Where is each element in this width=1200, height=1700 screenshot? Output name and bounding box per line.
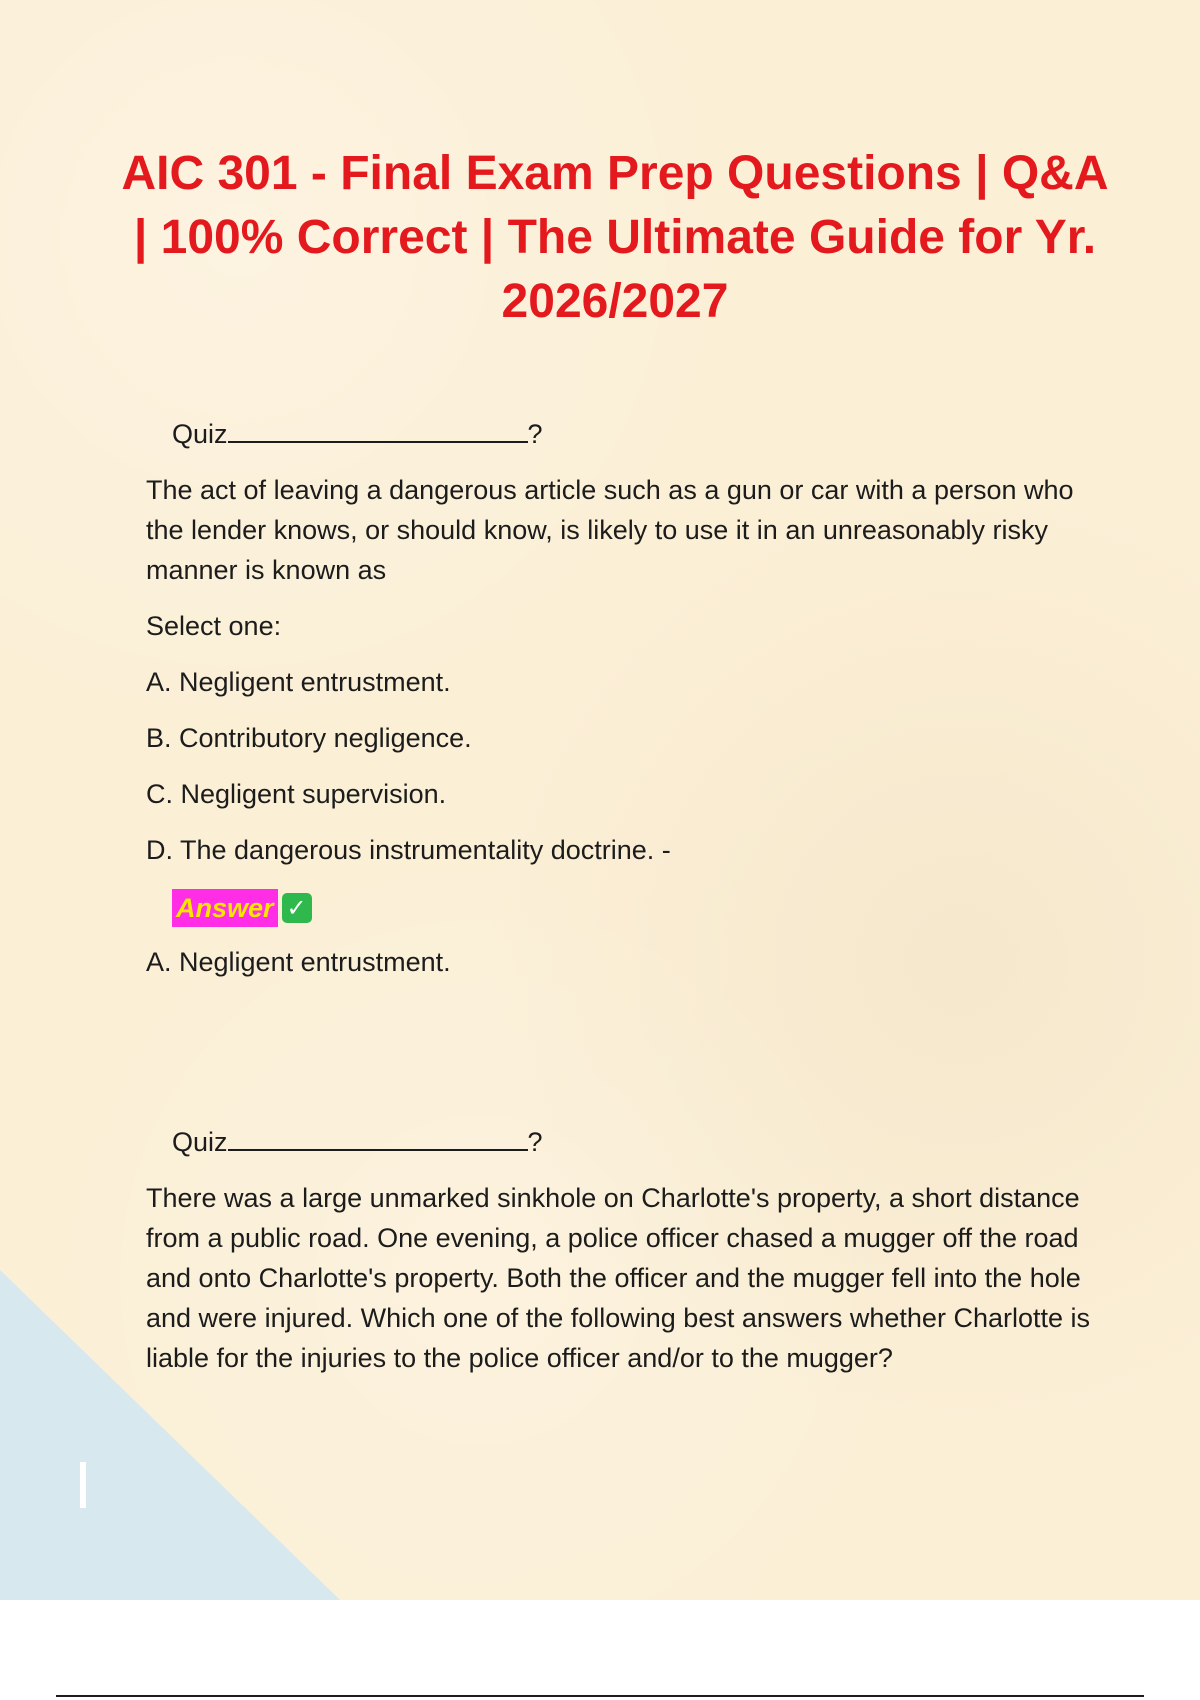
quiz-blank [228,1123,528,1151]
option-c: C. Negligent supervision. [146,779,447,809]
select-prompt: Select one: [146,611,282,641]
quiz-label: Quiz [172,419,228,449]
footer-rule [56,1695,1144,1697]
question-block-2 [146,1122,1096,1394]
quiz-blank [228,415,528,443]
quiz-line [172,414,1096,454]
quiz-question-mark: ? [527,419,543,449]
decorative-corner-mark [80,1462,86,1508]
option-a: A. Negligent entrustment. [146,667,451,697]
question-text: The act of leaving a dangerous article such as a gun or car with a person who the lender knows, or should know, is likely to use it in an unreasonably risky manner is known as [146,475,1074,585]
answer-row [172,886,1096,930]
question-block-1 [146,414,1096,998]
answer-text: A. Negligent entrustment. [146,947,451,977]
answer-label: Answer [172,889,278,927]
question-text: There was a large unmarked sinkhole on Charlotte's property, a short distance from a public road. One evening, a police officer chased a mugger off the road and onto Charlotte's property. Both the officer and the mugger fell into the hole and were injured. Which one of the following best answers whether Charlotte is liable for the injuries to the police officer and/or to the mugger? [146,1183,1090,1373]
quiz-line [172,1122,1096,1162]
option-b: B. Contributory negligence. [146,723,472,753]
document-title: AIC 301 - Final Exam Prep Questions | Q&A | 100% Correct | The Ultimate Guide for Yr. 2026/2027 [121,147,1109,328]
quiz-label: Quiz [172,1127,228,1157]
option-d: D. The dangerous instrumentality doctrine. - [146,835,671,865]
quiz-question-mark: ? [527,1127,543,1157]
check-icon: ✓ [282,893,312,923]
